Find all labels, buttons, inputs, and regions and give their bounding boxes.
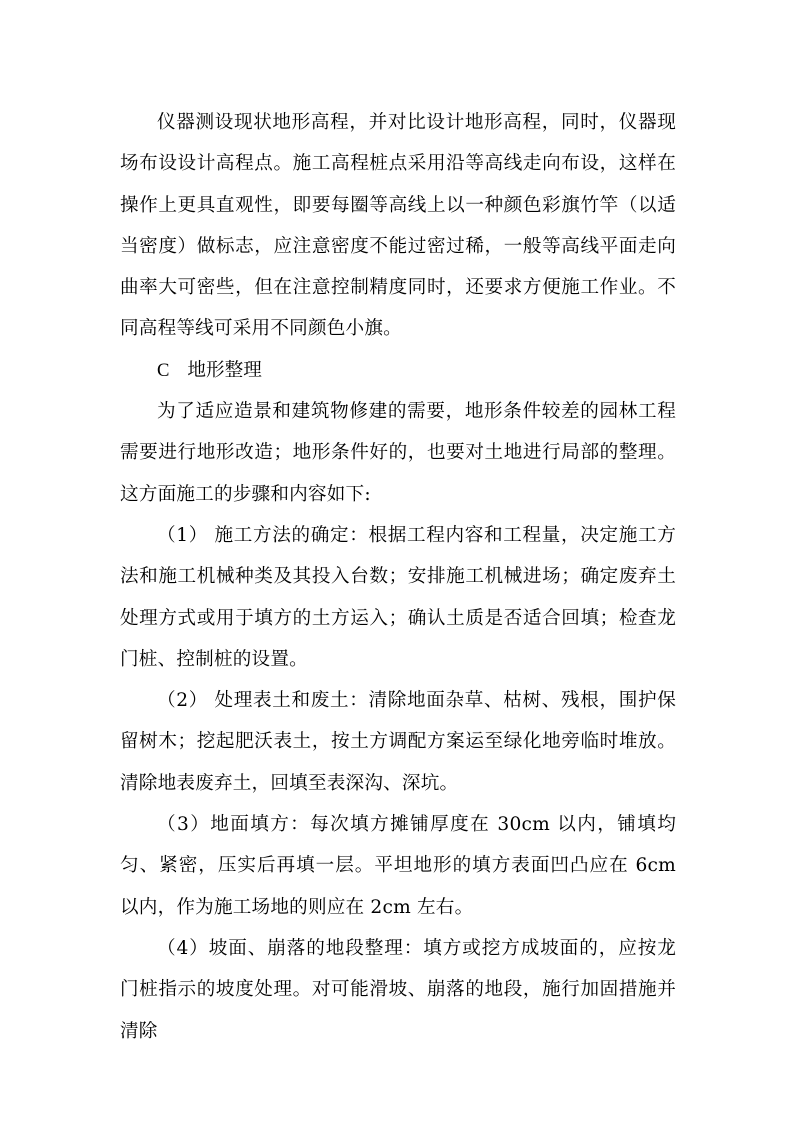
- document-page: [120, 102, 676, 1052]
- paragraph-elevation-stakes: 仪器测设现状地形高程，并对比设计地形高程，同时，仪器现场布设设计高程点。施工高程桩点采用沿等高线走向布设，这样在操作上更具直观性，即要每圈等高线上以一种颜色彩旗竹竿（以适当密度）做标志，应注意密度不能过密过稀，一般等高线平面走向曲率大可密些，但在注意控制精度同时，还要求方便施工作业。不同高程等线可采用不同颜色小旗。: [120, 112, 676, 340]
- section-heading-terrain-grading: [120, 350, 676, 391]
- paragraph-terrain-intro: 为了适应造景和建筑物修建的需要，地形条件较差的园林工程需要进行地形改造；地形条件好的，也要对土地进行局部的整理。这方面施工的步骤和内容如下:: [120, 401, 676, 505]
- section-letter: C: [157, 359, 170, 381]
- section-title: 地形整理: [187, 359, 262, 381]
- paragraph-step-1-method: （1） 施工方法的确定：根据工程内容和工程量，决定施工方法和施工机械种类及其投入台数；安排施工机械进场；确定废弃土处理方式或用于填方的土方运入；确认土质是否适合回填；检查龙门桩、控制桩的设置。: [120, 524, 676, 670]
- paragraph-step-2-topsoil: （2） 处理表土和废土：清除地面杂草、枯树、残根，围护保留树木；挖起肥沃表土，按土方调配方案运至绿化地旁临时堆放。清除地表废弃土，回填至表深沟、深坑。: [120, 690, 676, 794]
- paragraph-step-4-slope: （4）坡面、崩落的地段整理：填方或挖方成坡面的，应按龙门桩指示的坡度处理。对可能滑坡、崩落的地段，施行加固措施并清除: [120, 937, 676, 1042]
- paragraph-step-3-fill: （3）地面填方：每次填方摊铺厚度在 30cm 以内，铺填均匀、紧密，压实后再填一层。平坦地形的填方表面凹凸应在 6cm 以内，作为施工场地的则应在 2cm 左右。: [120, 814, 676, 918]
